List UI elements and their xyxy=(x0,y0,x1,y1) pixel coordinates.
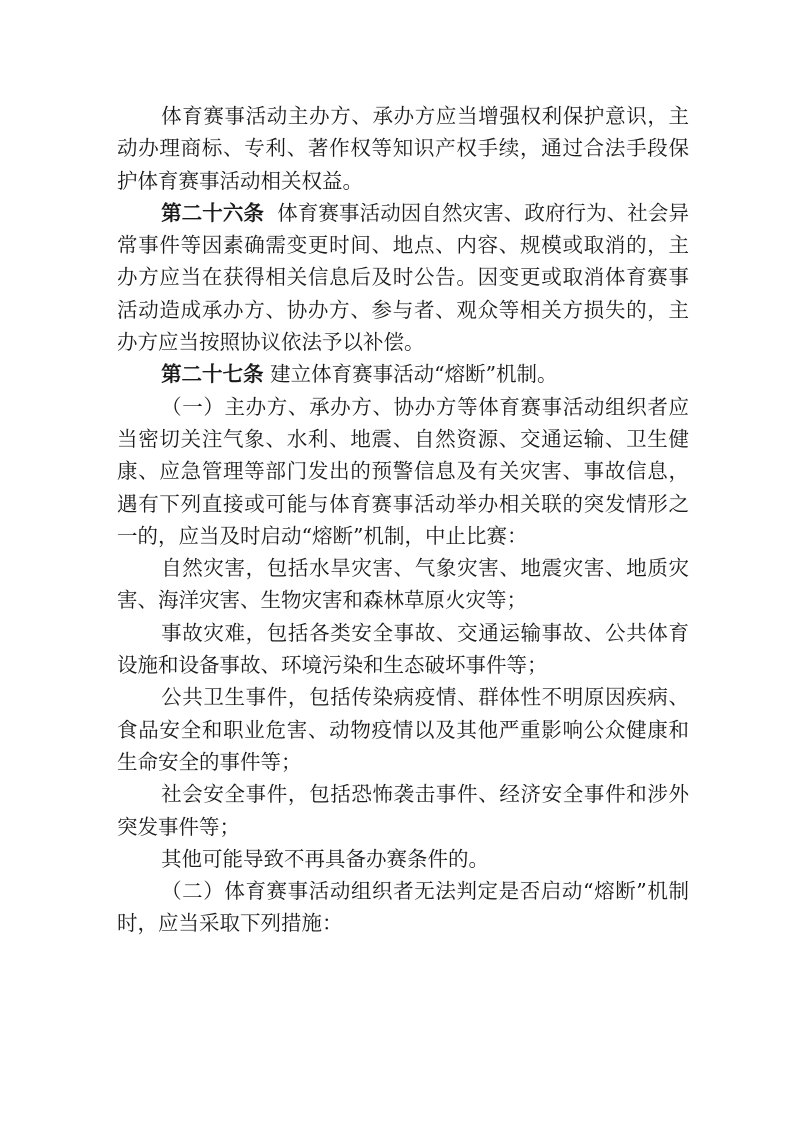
paragraph-other xyxy=(117,843,689,875)
paragraph-article-27 xyxy=(117,358,689,390)
paragraph-text: （一）主办方、承办方、协办方等体育赛事活动组织者应当密切关注气象、水利、地震、自然资源、交通运输、卫生健康、应急管理等部门发出的预警信息及有关灾害、事故信息，遇有下列直接或可能与体育赛事活动举办相关联的突发情形之一的，应当及时启动“熔断”机制，中止比赛： xyxy=(117,394,689,548)
paragraph-social-security xyxy=(117,778,689,843)
article-number: 第二十六条 xyxy=(161,200,265,225)
paragraph-text: 体育赛事活动主办方、承办方应当增强权利保护意识，主动办理商标、专利、著作权等知识产权手续，通过合法手段保护体育赛事活动相关权益。 xyxy=(117,104,689,193)
paragraph-text: 事故灾难，包括各类安全事故、交通运输事故、公共体育设施和设备事故、环境污染和生态破坏事件等； xyxy=(117,620,689,678)
paragraph-ip-protection xyxy=(117,100,689,197)
paragraph-text: 社会安全事件，包括恐怖袭击事件、经济安全事件和涉外突发事件等； xyxy=(117,782,689,839)
paragraph-text: 自然灾害，包括水旱灾害、气象灾害、地震灾害、地质灾害、海洋灾害、生物灾害和森林草原火灾等； xyxy=(117,556,689,613)
paragraph-article-26 xyxy=(117,197,689,358)
paragraph-public-health xyxy=(117,681,689,778)
paragraph-text: 体育赛事活动因自然灾害、政府行为、社会异常事件等因素确需变更时间、地点、内容、规模或取消的，主办方应当在获得相关信息后及时公告。因变更或取消体育赛事活动造成承办方、协办方、参与者、观众等相关方损失的，主办方应当按照协议依法予以补偿。 xyxy=(117,200,689,355)
paragraph-text: 公共卫生事件，包括传染病疫情、群体性不明原因疾病、食品安全和职业危害、动物疫情以及其他严重影响公众健康和生命安全的事件等； xyxy=(117,685,689,774)
paragraph-clause-1 xyxy=(117,391,689,552)
paragraph-text: 建立体育赛事活动“熔断”机制。 xyxy=(270,362,558,387)
paragraph-clause-2 xyxy=(117,875,689,940)
article-number: 第二十七条 xyxy=(161,362,264,387)
paragraph-natural-disasters xyxy=(117,552,689,617)
paragraph-text: 其他可能导致不再具备办赛条件的。 xyxy=(161,846,490,871)
paragraph-accidents xyxy=(117,617,689,682)
paragraph-text: （二）体育赛事活动组织者无法判定是否启动“熔断”机制时，应当采取下列措施： xyxy=(117,879,689,936)
document-page xyxy=(117,100,689,940)
